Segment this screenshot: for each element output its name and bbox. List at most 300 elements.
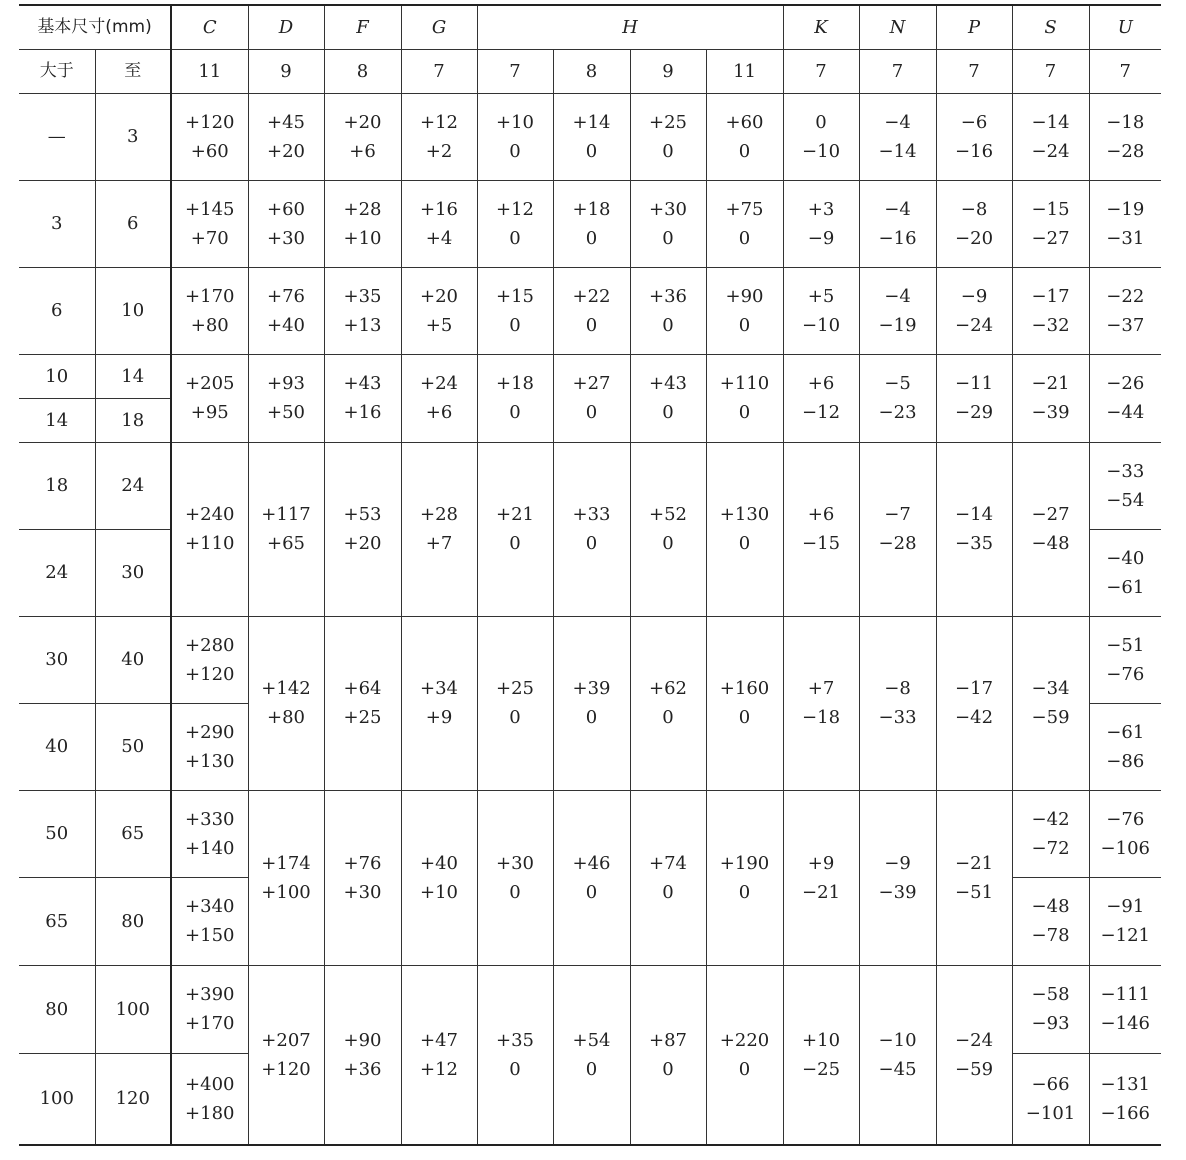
value-cell-C [171, 442, 248, 616]
tolerance-value: −15 [802, 533, 841, 554]
tolerance-value: +207 [261, 1029, 311, 1051]
size-over: 80 [19, 965, 95, 1053]
value-cell-D [248, 93, 324, 180]
value-cell-N [859, 354, 936, 442]
tolerance-value: +20 [420, 285, 459, 307]
tolerance-value: +53 [343, 504, 382, 525]
value-cell-S [1012, 442, 1089, 616]
value-cell-H8 [553, 93, 630, 180]
grade-F: 8 [324, 49, 401, 93]
tolerance-value: −121 [1100, 925, 1150, 946]
tolerance-value: +5 [807, 285, 835, 307]
tolerance-value: 0 [662, 140, 674, 162]
value-cell-C [171, 616, 248, 703]
tolerance-value: −166 [1100, 1102, 1150, 1124]
tolerance-value: −10 [878, 1029, 917, 1051]
tolerance-value: −17 [1031, 285, 1070, 307]
tolerance-value: −59 [1031, 707, 1070, 728]
value-cell-F [324, 616, 401, 790]
tolerance-value: +75 [725, 198, 764, 220]
tolerance-value: +9 [425, 707, 453, 728]
tolerance-value: +74 [649, 852, 688, 874]
tolerance-value: +174 [261, 852, 311, 874]
tolerance-value: 0 [738, 402, 751, 423]
tolerance-value: −48 [1031, 896, 1070, 917]
value-cell-H7 [477, 616, 553, 790]
value-cell-P [936, 354, 1012, 442]
tolerance-value: +120 [185, 663, 235, 685]
size-over: 18 [19, 442, 95, 529]
tolerance-value: 0 [738, 1058, 751, 1080]
value-cell-C [171, 1053, 248, 1145]
tolerance-value: +93 [267, 373, 306, 394]
value-cell-K [783, 180, 859, 267]
value-cell-H9 [630, 965, 706, 1145]
value-cell-G [401, 180, 477, 267]
value-cell-P [936, 93, 1012, 180]
tolerance-value: +7 [425, 533, 453, 554]
value-cell-N [859, 790, 936, 965]
tolerance-value: −7 [884, 504, 911, 525]
value-cell-H8 [553, 965, 630, 1145]
tolerance-value: +64 [343, 678, 382, 699]
col-header-K: K [783, 5, 859, 49]
tolerance-value: −48 [1031, 533, 1070, 554]
value-cell-K [783, 616, 859, 790]
tolerance-value: +35 [343, 285, 382, 307]
tolerance-value: +76 [267, 285, 306, 307]
tolerance-value: +16 [420, 198, 459, 220]
tolerance-value: +21 [496, 504, 535, 525]
value-cell-G [401, 965, 477, 1145]
table-row [19, 616, 1161, 703]
tolerance-value: +100 [261, 881, 311, 903]
tolerance-value: +52 [649, 504, 688, 525]
grade-P: 7 [936, 49, 1012, 93]
tolerance-value: −66 [1031, 1073, 1070, 1095]
col-header-P: P [936, 5, 1012, 49]
value-cell-C [171, 877, 248, 965]
tolerance-value: −25 [802, 1058, 841, 1080]
tolerance-value: −16 [878, 227, 917, 249]
tolerance-value: −58 [1031, 984, 1070, 1005]
tolerance-value: +110 [185, 533, 235, 554]
value-cell-U [1089, 703, 1161, 790]
tolerance-value: 0 [662, 402, 674, 423]
tolerance-value: −27 [1031, 227, 1070, 249]
value-cell-U [1089, 790, 1161, 877]
tolerance-value: −4 [884, 111, 911, 133]
tolerance-value: +47 [420, 1029, 459, 1051]
col-header-C: C [171, 5, 248, 49]
tolerance-value: −35 [955, 533, 994, 554]
value-cell-S [1012, 965, 1089, 1053]
size-to: 6 [95, 180, 171, 267]
value-cell-H11 [706, 267, 783, 354]
size-to: 10 [95, 267, 171, 354]
value-cell-K [783, 442, 859, 616]
size-over: — [19, 93, 95, 180]
grade-S: 7 [1012, 49, 1089, 93]
value-cell-H7 [477, 93, 553, 180]
tolerance-value: −34 [1031, 678, 1070, 699]
tolerance-value: 0 [738, 533, 751, 554]
value-cell-F [324, 267, 401, 354]
value-cell-U [1089, 267, 1161, 354]
tolerance-value: −14 [1031, 111, 1070, 133]
value-cell-S [1012, 790, 1089, 877]
tolerance-value: −39 [1031, 402, 1070, 423]
tolerance-value: −54 [1106, 489, 1145, 511]
table-row [19, 354, 1161, 398]
value-cell-S [1012, 877, 1089, 965]
value-cell-U [1089, 965, 1161, 1053]
tolerance-value: +95 [190, 402, 229, 423]
tolerance-value: +190 [719, 852, 770, 874]
tolerance-value: −61 [1106, 576, 1145, 598]
tolerance-value: +45 [267, 111, 306, 133]
tolerance-value: +87 [649, 1029, 688, 1051]
tolerance-value: +330 [185, 808, 235, 830]
value-cell-N [859, 267, 936, 354]
tolerance-value: −18 [1106, 111, 1145, 133]
tolerance-value: +290 [185, 721, 235, 743]
tolerance-value: −24 [955, 1029, 994, 1051]
tolerance-value: +7 [807, 678, 835, 699]
tolerance-value: +33 [572, 504, 611, 525]
tolerance-value: +90 [343, 1029, 382, 1051]
value-cell-H7 [477, 442, 553, 616]
tolerance-value: −26 [1106, 373, 1145, 394]
value-cell-H7 [477, 354, 553, 442]
grade-C: 11 [171, 49, 248, 93]
value-cell-H9 [630, 616, 706, 790]
tolerance-value: +120 [261, 1058, 311, 1080]
grade-H8: 8 [553, 49, 630, 93]
col-header-U: U [1089, 5, 1161, 49]
value-cell-N [859, 442, 936, 616]
tolerance-value: −24 [955, 314, 994, 336]
tolerance-value: −21 [1031, 373, 1070, 394]
over-label: 大于 [19, 49, 95, 93]
tolerance-value: +12 [496, 198, 535, 220]
tolerance-value: +16 [343, 402, 382, 423]
value-cell-U [1089, 180, 1161, 267]
value-cell-H7 [477, 965, 553, 1145]
value-cell-H7 [477, 180, 553, 267]
tolerance-table [19, 4, 1161, 1146]
tolerance-value: −76 [1106, 663, 1145, 685]
value-cell-C [171, 93, 248, 180]
tolerance-value: +2 [425, 140, 453, 162]
value-cell-H11 [706, 442, 783, 616]
value-cell-F [324, 965, 401, 1145]
tolerance-value: +70 [190, 227, 229, 249]
value-cell-C [171, 790, 248, 877]
tolerance-value: −93 [1031, 1013, 1070, 1034]
tolerance-value: −76 [1106, 808, 1145, 830]
tolerance-value: +46 [572, 852, 611, 874]
tolerance-value: +39 [572, 678, 611, 699]
header-row-grades [19, 49, 1161, 93]
tolerance-value: 0 [509, 881, 521, 903]
value-cell-H8 [553, 616, 630, 790]
value-cell-G [401, 790, 477, 965]
size-over: 14 [19, 398, 95, 442]
tolerance-value: +36 [649, 285, 688, 307]
value-cell-H8 [553, 354, 630, 442]
value-cell-H7 [477, 790, 553, 965]
tolerance-value: +117 [261, 504, 311, 525]
tolerance-value: 0 [738, 707, 751, 728]
size-to: 18 [95, 398, 171, 442]
tolerance-value: +60 [725, 111, 764, 133]
tolerance-value: −23 [878, 402, 917, 423]
value-cell-S [1012, 93, 1089, 180]
value-cell-H11 [706, 93, 783, 180]
tolerance-value: +30 [649, 198, 688, 220]
tolerance-value: +400 [185, 1073, 235, 1095]
tolerance-value: −4 [884, 198, 911, 220]
size-over: 30 [19, 616, 95, 703]
grade-H9: 9 [630, 49, 706, 93]
value-cell-S [1012, 267, 1089, 354]
tolerance-value: 0 [509, 314, 521, 336]
size-to: 65 [95, 790, 171, 877]
value-cell-H11 [706, 965, 783, 1145]
tolerance-value: +6 [807, 373, 835, 394]
tolerance-value: +6 [807, 504, 835, 525]
value-cell-N [859, 180, 936, 267]
tolerance-value: −40 [1106, 547, 1145, 569]
tolerance-value: +20 [267, 140, 306, 162]
tolerance-value: +205 [185, 373, 235, 394]
value-cell-G [401, 616, 477, 790]
value-cell-P [936, 442, 1012, 616]
tolerance-value: −15 [1031, 198, 1070, 220]
tolerance-value: −24 [1031, 140, 1070, 162]
size-over: 100 [19, 1053, 95, 1145]
grade-K: 7 [783, 49, 859, 93]
value-cell-F [324, 442, 401, 616]
value-cell-P [936, 965, 1012, 1145]
value-cell-F [324, 354, 401, 442]
tolerance-value: +62 [649, 678, 688, 699]
tolerance-value: +36 [343, 1058, 382, 1080]
tolerance-value: +18 [572, 198, 611, 220]
grade-U: 7 [1089, 49, 1161, 93]
table-row [19, 965, 1161, 1053]
tolerance-value: +50 [267, 402, 306, 423]
tolerance-value: +4 [425, 227, 453, 249]
tolerance-value: +35 [496, 1029, 535, 1051]
tolerance-value: +390 [185, 984, 235, 1005]
tolerance-value: +14 [572, 111, 611, 133]
tolerance-value: +170 [185, 285, 235, 307]
tolerance-value: −44 [1106, 402, 1145, 423]
tolerance-value: +10 [343, 227, 382, 249]
tolerance-value: −39 [878, 881, 917, 903]
value-cell-C [171, 180, 248, 267]
size-over: 10 [19, 354, 95, 398]
value-cell-H8 [553, 180, 630, 267]
table-row [19, 267, 1161, 354]
tolerance-value: −19 [1106, 198, 1145, 220]
value-cell-S [1012, 616, 1089, 790]
value-cell-H9 [630, 180, 706, 267]
value-cell-P [936, 267, 1012, 354]
value-cell-S [1012, 180, 1089, 267]
tolerance-value: −17 [955, 678, 994, 699]
tolerance-value: +220 [719, 1029, 770, 1051]
size-over: 24 [19, 529, 95, 616]
tolerance-value: +142 [261, 678, 311, 699]
table-row [19, 790, 1161, 877]
tolerance-value: +76 [343, 852, 382, 874]
to-label: 至 [95, 49, 171, 93]
value-cell-H11 [706, 790, 783, 965]
tolerance-value: −5 [884, 373, 911, 394]
tolerance-value: −86 [1106, 750, 1145, 772]
value-cell-F [324, 180, 401, 267]
tolerance-value: 0 [585, 402, 598, 423]
size-label-header: 基本尺寸(mm) [19, 5, 171, 49]
tolerance-value: −31 [1106, 227, 1145, 249]
value-cell-G [401, 267, 477, 354]
tolerance-value: −27 [1031, 504, 1070, 525]
tolerance-value: 0 [509, 140, 521, 162]
tolerance-value: +6 [425, 402, 453, 423]
tolerance-value: +25 [496, 678, 535, 699]
tolerance-value: +28 [343, 198, 382, 220]
tolerance-value: −9 [960, 285, 988, 307]
value-cell-H11 [706, 180, 783, 267]
tolerance-value: −106 [1100, 837, 1150, 859]
tolerance-value: +240 [185, 504, 235, 525]
col-header-F: F [324, 5, 401, 49]
value-cell-H11 [706, 354, 783, 442]
tolerance-value: +65 [267, 533, 306, 554]
tolerance-value: +6 [349, 140, 376, 162]
tolerance-value: +18 [496, 373, 535, 394]
value-cell-D [248, 616, 324, 790]
tolerance-value: −33 [878, 707, 917, 728]
value-cell-K [783, 965, 859, 1145]
tolerance-value: −61 [1106, 721, 1145, 743]
tolerance-value: +25 [343, 707, 382, 728]
tolerance-value: −21 [802, 881, 841, 903]
tolerance-value: +9 [807, 852, 835, 874]
size-to: 50 [95, 703, 171, 790]
value-cell-H9 [630, 442, 706, 616]
value-cell-C [171, 965, 248, 1053]
tolerance-value: −12 [802, 402, 841, 423]
tolerance-value: −14 [955, 504, 994, 525]
size-over: 3 [19, 180, 95, 267]
size-to: 120 [95, 1053, 171, 1145]
tolerance-value: −10 [802, 140, 841, 162]
tolerance-value: −19 [878, 314, 917, 336]
value-cell-D [248, 442, 324, 616]
tolerance-value: +43 [343, 373, 382, 394]
value-cell-P [936, 180, 1012, 267]
tolerance-value: −6 [960, 111, 988, 133]
value-cell-K [783, 93, 859, 180]
tolerance-value: 0 [662, 707, 674, 728]
value-cell-D [248, 965, 324, 1145]
header-row-letters [19, 5, 1161, 49]
value-cell-G [401, 93, 477, 180]
size-to: 14 [95, 354, 171, 398]
tolerance-value: +24 [420, 373, 459, 394]
value-cell-U [1089, 529, 1161, 616]
grade-H7: 7 [477, 49, 553, 93]
tolerance-value: +120 [185, 111, 235, 133]
value-cell-H9 [630, 93, 706, 180]
col-header-H: H [477, 5, 783, 49]
value-cell-S [1012, 1053, 1089, 1145]
tolerance-value: +145 [185, 198, 235, 220]
tolerance-value: +27 [572, 373, 611, 394]
tolerance-value: +25 [649, 111, 688, 133]
value-cell-U [1089, 877, 1161, 965]
col-header-D: D [248, 5, 324, 49]
col-header-S: S [1012, 5, 1089, 49]
tolerance-value: 0 [738, 881, 751, 903]
value-cell-F [324, 93, 401, 180]
tolerance-value: −51 [955, 881, 994, 903]
tolerance-value: +280 [185, 634, 235, 656]
tolerance-value: −9 [884, 852, 911, 874]
tolerance-value: 0 [585, 881, 598, 903]
value-cell-C [171, 354, 248, 442]
tolerance-value: −111 [1100, 984, 1150, 1005]
tolerance-value: +12 [420, 111, 459, 133]
tolerance-value: −11 [955, 373, 994, 394]
tolerance-value: −16 [955, 140, 994, 162]
value-cell-H9 [630, 790, 706, 965]
tolerance-value: +60 [267, 198, 306, 220]
size-to: 30 [95, 529, 171, 616]
value-cell-U [1089, 442, 1161, 529]
tolerance-value: 0 [815, 111, 827, 133]
tolerance-value: 0 [738, 314, 751, 336]
tolerance-value: 0 [738, 227, 751, 249]
tolerance-value: 0 [585, 227, 598, 249]
tolerance-value: 0 [509, 227, 521, 249]
tolerance-value: +30 [496, 852, 535, 874]
tolerance-value: −33 [1106, 460, 1145, 482]
tolerance-value: 0 [509, 707, 521, 728]
tolerance-value: +160 [719, 678, 770, 699]
tolerance-value: +40 [267, 314, 306, 336]
value-cell-G [401, 354, 477, 442]
size-over: 65 [19, 877, 95, 965]
value-cell-D [248, 790, 324, 965]
table-row [19, 180, 1161, 267]
tolerance-value: −78 [1031, 925, 1070, 946]
tolerance-value: −21 [955, 852, 994, 874]
value-cell-H9 [630, 267, 706, 354]
tolerance-value: +90 [725, 285, 764, 307]
tolerance-value: +30 [267, 227, 306, 249]
grade-N: 7 [859, 49, 936, 93]
tolerance-value: +3 [807, 198, 835, 220]
value-cell-H7 [477, 267, 553, 354]
grade-D: 9 [248, 49, 324, 93]
value-cell-D [248, 354, 324, 442]
tolerance-value: 0 [509, 1058, 521, 1080]
